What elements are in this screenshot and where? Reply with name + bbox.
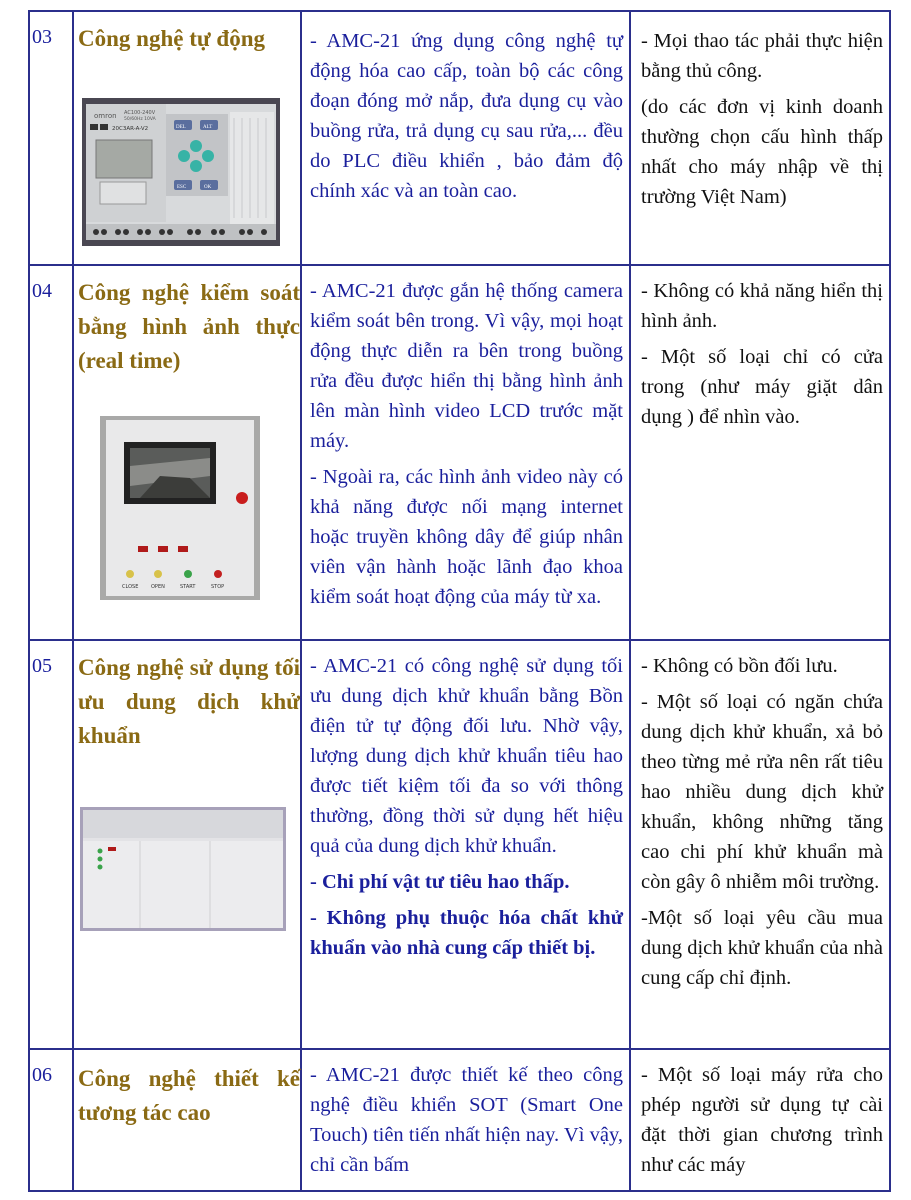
amc-text: - AMC-21 có công nghệ sử dụng tối ưu dung dịch khử khuẩn bằng Bồn điện tử tự động đối lưu. Nhờ vậy, lượng dung dịch khử khuẩn tiêu hao được tiết kiệm tối đa so với thông thường, đồng thời sử dụng hết hiệu quả của dung dịch khử khuẩn. xyxy=(310,655,623,857)
other-text: - Không có khả năng hiển thị hình ảnh. xyxy=(641,280,883,332)
other-text: - Một số loại chỉ có cửa trong (như máy giặt dân dụng ) để nhìn vào. xyxy=(641,346,883,428)
svg-text:AC100-240V: AC100-240V xyxy=(124,110,156,116)
svg-text:ESC: ESC xyxy=(177,185,187,190)
other-text: - Không có bồn đối lưu. xyxy=(641,655,838,677)
amc-bold-text: - Không phụ thuộc hóa chất khử khuẩn vào nhà cung cấp thiết bị. xyxy=(310,907,623,959)
amc-cell xyxy=(301,265,630,640)
row-number: 04 xyxy=(29,265,73,640)
table-row xyxy=(29,11,890,265)
other-text: -Một số loại yêu cầu mua dung dịch khử khuẩn của nhà cung cấp chỉ định. xyxy=(641,907,883,989)
amc-text: - AMC-21 được gắn hệ thống camera kiểm soát bên trong. Vì vậy, mọi hoạt động thực diễn ra bên trong buồng rửa đều được hiển thị bằng hình ảnh lên màn hình video LCD trước mặt máy. xyxy=(310,280,623,452)
amc-text: - AMC-21 được thiết kế theo công nghệ điều khiển SOT (Smart One Touch) tiên tiến nhất hiện nay. Vì vậy, chỉ cần bấm xyxy=(310,1064,623,1176)
svg-text:DEL: DEL xyxy=(176,125,186,130)
amc-text: - AMC-21 ứng dụng công nghệ tự động hóa cao cấp, toàn bộ các công đoạn đóng mở nắp, đưa dụng cụ vào buồng rửa, trả dụng cụ sau rửa,... đều do PLC điều khiển , bảo đảm độ chính xác và an toàn cao. xyxy=(310,30,623,202)
other-text: - Một số loại máy rửa cho phép người sử dụng tự cài đặt thời gian chương trình như các máy xyxy=(641,1064,883,1176)
amc-text: - Ngoài ra, các hình ảnh video này có khả năng được nối mạng internet hoặc truyền không dây để giúp nhân viên vận hành hoặc lãnh đạo khoa kiểm soát hoạt động của máy từ xa. xyxy=(310,466,623,608)
plc-controller-photo xyxy=(82,98,280,246)
other-text: - Một số loại có ngăn chứa dung dịch khử khuẩn, xả bỏ theo từng mẻ rửa nên rất tiêu hao nhiều dung dịch khử khuẩn, không những tăng cao chi phí khử khuẩn mà còn gây ô nhiễm môi trường. xyxy=(641,691,883,893)
other-cell xyxy=(630,1049,890,1191)
tank-cabinet-photo xyxy=(80,807,286,931)
other-text: - Mọi thao tác phải thực hiện bằng thủ công. xyxy=(641,30,883,82)
amc-cell xyxy=(301,1049,630,1191)
table-row xyxy=(29,1049,890,1191)
amc-cell xyxy=(301,640,630,1049)
other-cell xyxy=(630,11,890,265)
feature-title: Công nghệ kiểm soát bằng hình ảnh thực (real time) xyxy=(78,280,300,373)
svg-text:OPEN: OPEN xyxy=(151,584,165,590)
other-cell xyxy=(630,265,890,640)
svg-text:STOP: STOP xyxy=(211,584,225,590)
svg-text:OK: OK xyxy=(204,185,212,190)
feature-cell xyxy=(73,265,301,640)
svg-text:50/60Hz 10VA: 50/60Hz 10VA xyxy=(124,117,156,122)
row-number: 03 xyxy=(29,11,73,265)
other-cell xyxy=(630,640,890,1049)
feature-cell xyxy=(73,1049,301,1191)
comparison-table xyxy=(28,10,891,1192)
amc-cell xyxy=(301,11,630,265)
svg-text:CLOSE: CLOSE xyxy=(122,584,139,590)
control-panel-photo xyxy=(100,416,260,600)
feature-cell xyxy=(73,11,301,265)
row-number: 05 xyxy=(29,640,73,1049)
svg-text:START: START xyxy=(180,584,196,590)
feature-cell xyxy=(73,640,301,1049)
svg-text:ALT: ALT xyxy=(203,125,213,130)
row-number: 06 xyxy=(29,1049,73,1191)
table-row xyxy=(29,265,890,640)
feature-title: Công nghệ thiết kế tương tác cao xyxy=(78,1066,300,1125)
svg-text:omron: omron xyxy=(94,112,117,120)
svg-text:20C3AR-A-V2: 20C3AR-A-V2 xyxy=(112,126,149,132)
feature-title: Công nghệ sử dụng tối ưu dung dịch khử khuẩn xyxy=(78,655,300,748)
feature-title: Công nghệ tự động xyxy=(78,26,265,51)
other-text: (do các đơn vị kinh doanh thường chọn cấu hình thấp nhất cho máy nhập về thị trường Việt Nam) xyxy=(641,96,883,208)
table-row xyxy=(29,640,890,1049)
amc-bold-text: - Chi phí vật tư tiêu hao thấp. xyxy=(310,871,570,893)
